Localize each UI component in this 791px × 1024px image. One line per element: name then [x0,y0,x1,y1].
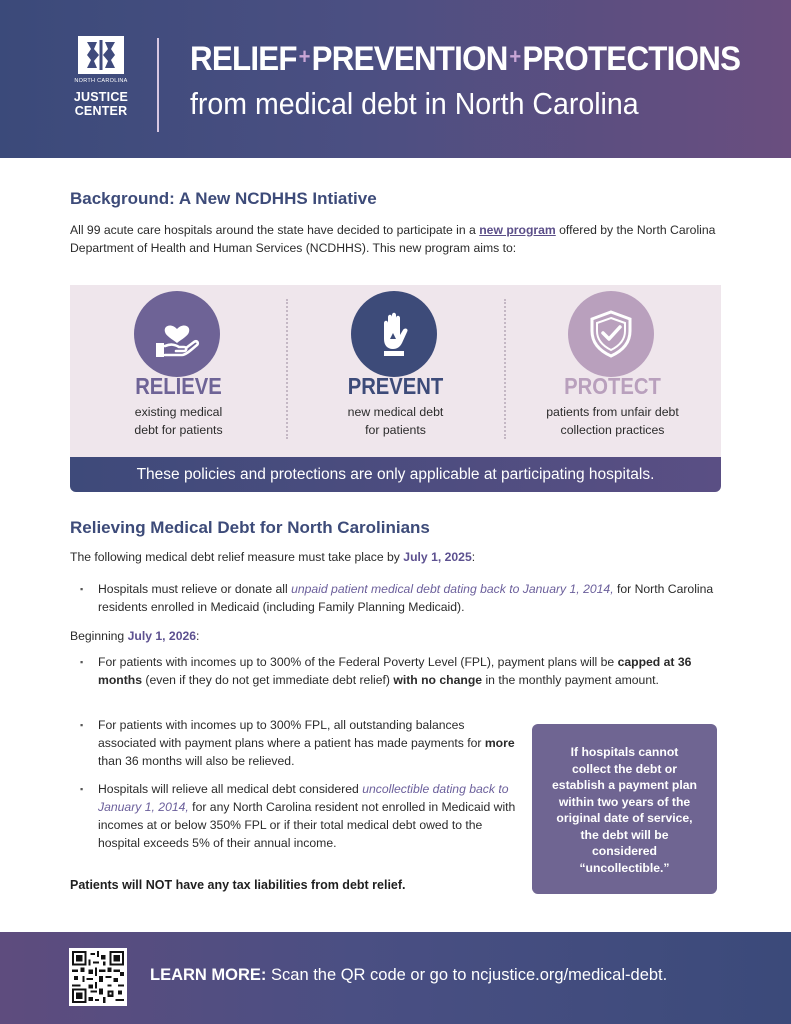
bullet-bold: with no change [393,673,483,687]
header-divider [157,38,159,132]
relief-2026-list-a [80,653,720,689]
deadline-line [70,548,730,566]
deadline-colon: : [471,550,476,564]
list-item [80,580,730,616]
participating-hospitals-banner: These policies and protections are only applicable at participating hospitals. [70,457,721,492]
learn-more-text [150,966,667,985]
logo-center-text: CENTER [74,104,128,118]
relief-2025-list [80,580,730,616]
justice-center-logo [66,36,136,118]
beginning-date: July 1, 2026 [127,629,197,643]
pillar-title: RELIEVE [135,373,222,399]
bullet-text: than 36 months will also be relieved. [98,754,295,768]
pillar-description [504,403,721,439]
beginning-line [70,627,730,645]
learn-more-link[interactable]: Scan the QR code or go to ncjustice.org/medical-debt. [266,966,668,984]
relief-heading: Relieving Medical Debt for North Carolinians [70,518,430,537]
deadline-date: July 1, 2025 [403,550,472,564]
deadline-text: The following medical debt relief measure must take place by [70,550,404,564]
list-item [80,653,720,689]
background-intro [70,221,730,257]
tax-liability-note: Patients will NOT have any tax liabilities from debt relief. [70,878,406,892]
program-aims-panel [70,285,721,457]
pillar-title: PROTECT [564,373,661,399]
bullet-text: for any North Carolina resident not enrolled in Medicaid with incomes at or below 350% FPL or if their total medical debt owed to the hospital exceeds 5% of their annual income. [98,800,516,850]
shield-check-icon [586,309,636,359]
bullet-emphasis: uncollectible dating back to January 1, 2014, [98,782,509,814]
logo-state-text: NORTH CAROLINA [74,78,128,84]
pillar-desc-line: existing medical [134,405,223,419]
bullet-text: For patients with incomes up to 300% FPL, all outstanding balances associated with payment plans where a patient has made payments for [98,718,485,750]
plus-icon: + [509,44,521,69]
bullet-text: Hospitals will relieve all medical debt considered [98,782,363,796]
pillar-desc-line: debt for patients [134,423,223,437]
relief-2026-list-b [80,716,520,852]
beginning-text: Beginning [70,629,128,643]
bullet-text: for North Carolina residents enrolled in Medicaid (including Family Planning Medicaid). [98,582,714,614]
pillar-relieve [70,285,287,457]
intro-text: All 99 acute care hospitals around the state have decided to participate in a [70,223,480,237]
pillar-desc-line: for patients [365,423,426,437]
pillar-protect [504,285,721,457]
title-protections: PROTECTIONS [522,40,741,78]
bullet-text: For patients with incomes up to 300% of the Federal Poverty Level (FPL), payment plans will be [98,655,618,669]
footer-banner [0,932,791,1024]
protect-circle [568,291,654,377]
bullet-text: (even if they do not get immediate debt relief) [142,673,394,687]
justice-scale-icon [78,36,124,74]
pillar-title: PREVENT [347,373,444,399]
page-title [190,40,740,79]
learn-more-label: LEARN MORE: [150,966,267,984]
intro-text-end: offered by the North Carolina Department of Health and Human Services (NCDHHS). This new program aims to: [70,223,716,255]
list-item [80,780,520,852]
pillar-description [70,403,287,439]
beginning-colon: : [196,629,200,643]
title-relief: RELIEF [190,40,297,78]
pillar-desc-line: patients from unfair debt [546,405,679,419]
bullet-bold: more [484,736,515,750]
heart-hand-icon [152,309,202,359]
title-prevention: PREVENTION [311,40,508,78]
pillar-desc-line: collection practices [560,423,665,437]
stop-hand-icon [369,309,419,359]
pillar-description [287,403,504,439]
bullet-emphasis: unpaid patient medical debt dating back to January 1, 2014, [291,582,614,596]
qr-code-icon [72,951,124,1003]
logo-justice-text: JUSTICE [73,90,129,104]
plus-icon: + [298,44,310,69]
bullet-text: in the monthly payment amount. [482,673,659,687]
uncollectible-callout: If hospitals cannot collect the debt or establish a payment plan within two years of the original date of service, the debt will be considered “uncollectible.” [532,724,717,894]
bullet-text: Hospitals must relieve or donate all [98,582,292,596]
pillar-prevent [287,285,504,457]
prevent-circle [351,291,437,377]
header-banner [0,0,791,158]
new-program-link[interactable]: new program [479,223,556,237]
relieve-circle [134,291,220,377]
bullet-bold: capped at 36 months [98,655,692,687]
page-subtitle: from medical debt in North Carolina [190,86,639,121]
pillar-desc-line: new medical debt [347,405,444,419]
qr-code[interactable] [69,948,127,1006]
background-heading: Background: A New NCDHHS Intiative [70,189,377,208]
list-item [80,716,520,770]
